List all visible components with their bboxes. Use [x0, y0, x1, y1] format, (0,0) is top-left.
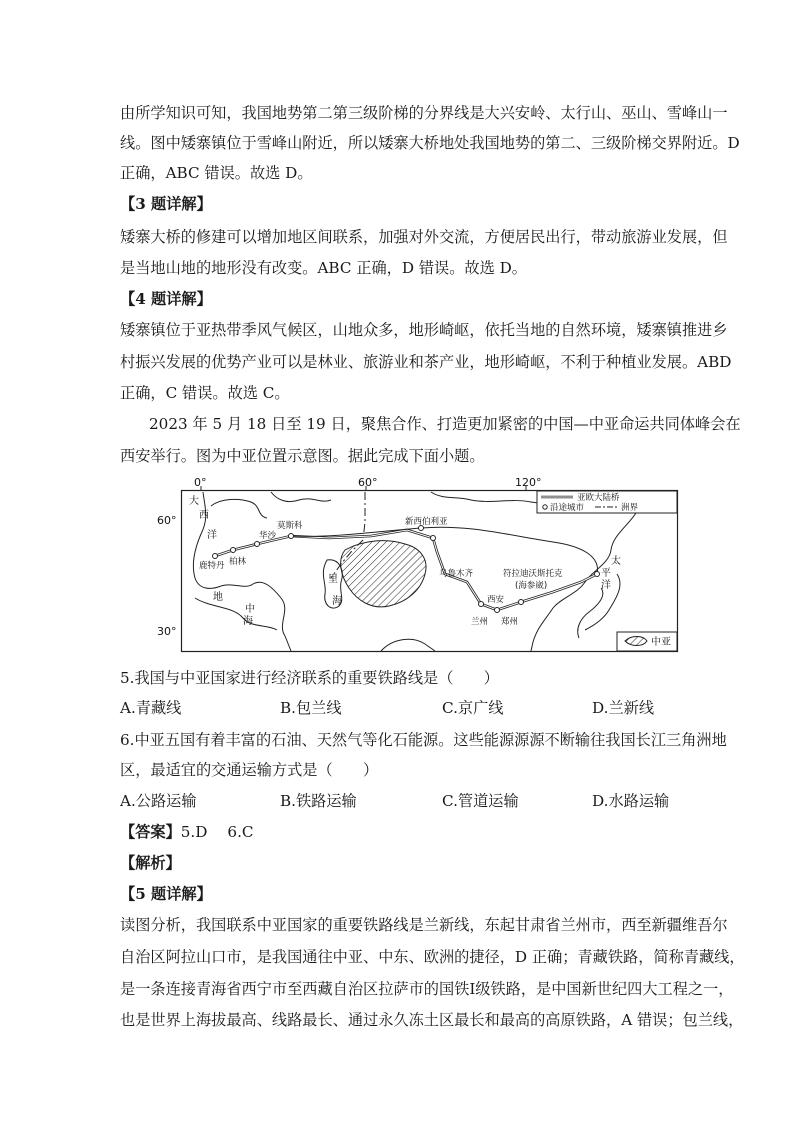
label-lanzhou: 兰州	[471, 617, 489, 627]
city-xian-marker	[495, 608, 500, 613]
lon-label-0: 0°	[194, 476, 207, 489]
q6-option-c: C.管道运输	[442, 792, 519, 810]
legend-boundary-label: 洲界	[621, 503, 639, 513]
label-xian: 西安	[487, 595, 505, 605]
label-pacific-2: 平	[601, 568, 611, 579]
city-moscow-marker	[289, 534, 294, 539]
city-warsaw-marker	[255, 542, 260, 547]
map-legend	[537, 491, 677, 513]
legend-railway-label: 亚欧大陆桥	[577, 493, 620, 503]
city-berlin-marker	[231, 548, 236, 553]
paragraph-line: 也是世界上海拔最高、线路最长、通过永久冻土区最长和最高的高原铁路，A 错误；包兰线，	[120, 1011, 744, 1029]
legend-central-asia-label: 中亚	[651, 637, 671, 648]
q5-option-c: C.京广线	[442, 699, 504, 717]
q5-option-a: A.青藏线	[120, 699, 182, 717]
label-pacific-1: 太	[611, 556, 621, 567]
paragraph-line: 正确，C 错误。故选 C。	[120, 384, 290, 402]
lon-label-60: 60°	[358, 476, 378, 489]
question-5-stem: 5.我国与中亚国家进行经济联系的重要铁路线是（ ）	[120, 669, 499, 687]
label-caspian-1: 里	[328, 574, 338, 585]
answer-tag: 【答案】	[120, 823, 181, 841]
label-atlantic-3: 洋	[207, 530, 217, 541]
paragraph-line: 是一条连接青海省西宁市至西藏自治区拉萨市的国铁Ⅰ级铁路，是中国新世纪四大工程之一，	[120, 980, 734, 998]
city-zhengzhou-marker	[519, 600, 524, 605]
label-atlantic-2: 西	[199, 510, 209, 521]
label-warsaw: 华沙	[259, 531, 277, 541]
label-med-3: 海	[243, 616, 253, 627]
paragraph-line: 村振兴发展的优势产业可以是林业、旅游业和茶产业，地形崎岖，不利于种植业发展。ABD	[120, 353, 732, 371]
label-zhengzhou: 郑州	[501, 617, 519, 627]
label-urumqi: 乌鲁木齐	[439, 569, 474, 579]
section-heading-5: 【5 题详解】	[120, 885, 212, 903]
city-urumqi-marker	[431, 536, 436, 541]
question-6-stem: 区，最适宜的交通运输方式是（ ）	[120, 761, 379, 779]
central-asia-legend	[617, 632, 677, 651]
label-med-2: 中	[245, 604, 255, 615]
analysis-heading: 【解析】	[120, 854, 181, 872]
paragraph-line: 读图分析，我国联系中亚国家的重要铁路线是兰新线，东起甘肃省兰州市，西至新疆维吾尔	[120, 916, 728, 934]
label-med-1: 地	[213, 592, 223, 603]
lon-label-120: 120°	[515, 476, 542, 489]
legend-city-label: 沿途城市	[550, 503, 585, 513]
question-intro: 西安举行。图为中亚位置示意图。据此完成下面小题。	[120, 447, 485, 465]
lat-label-60: 60°	[157, 514, 177, 527]
label-vladivostok-2: (海参崴)	[515, 581, 548, 591]
label-vladivostok-1: 符拉迪沃斯托克	[503, 569, 563, 579]
label-rotterdam: 鹿特丹	[199, 561, 225, 571]
city-vladivostok-marker	[595, 572, 600, 577]
city-lanzhou-marker	[479, 602, 484, 607]
paragraph-line: 由所学知识可知，我国地势第二第三级阶梯的分界线是大兴安岭、太行山、巫山、雪峰山一	[120, 104, 728, 122]
q6-option-a: A.公路运输	[120, 792, 197, 810]
label-berlin: 柏林	[229, 557, 247, 567]
section-heading-3: 【3 题详解】	[120, 195, 212, 213]
label-novosibirsk: 新西伯利亚	[405, 517, 448, 527]
q6-option-d: D.水路运输	[592, 792, 670, 810]
q5-option-b: B.包兰线	[280, 699, 342, 717]
city-rotterdam-marker	[213, 554, 218, 559]
map-svg	[157, 476, 678, 652]
label-moscow: 莫斯科	[277, 521, 303, 531]
central-asia-map	[157, 476, 678, 652]
label-caspian-2: 海	[332, 596, 342, 607]
q5-option-d: D.兰新线	[592, 699, 655, 717]
paragraph-line: 正确，ABC 错误。故选 D。	[120, 164, 313, 182]
paragraph-line: 矮寨大桥的修建可以增加地区间联系，加强对外交流，方便居民出行，带动旅游业发展，但	[120, 228, 728, 246]
question-intro: 2023 年 5 月 18 日至 19 日，聚焦合作、打造更加紧密的中国—中亚命运共同体峰会在	[149, 415, 741, 433]
answer-text: 5.D 6.C	[180, 823, 254, 841]
answer-line	[120, 822, 254, 842]
section-heading-4: 【4 题详解】	[120, 290, 212, 308]
paragraph-line: 是当地山地的地形没有改变。ABC 正确，D 错误。故选 D。	[120, 259, 527, 277]
question-6-stem: 6.中亚五国有着丰富的石油、天然气等化石能源。这些能源源源不断输往我国长江三角洲地	[120, 731, 727, 749]
label-pacific-3: 洋	[601, 580, 611, 591]
paragraph-line: 线。图中矮寨镇位于雪峰山附近，所以矮寨大桥地处我国地势的第二、三级阶梯交界附近。D	[120, 134, 740, 152]
paragraph-line: 矮寨镇位于亚热带季风气候区，山地众多，地形崎岖，依托当地的自然环境，矮寨镇推进乡	[120, 321, 728, 339]
q6-option-b: B.铁路运输	[280, 792, 357, 810]
paragraph-line: 自治区阿拉山口市，是我国通往中亚、中东、欧洲的捷径，D 正确；青藏铁路，简称青藏线，	[120, 948, 745, 966]
lat-label-30: 30°	[157, 625, 177, 638]
label-atlantic-1: 大	[189, 496, 199, 507]
